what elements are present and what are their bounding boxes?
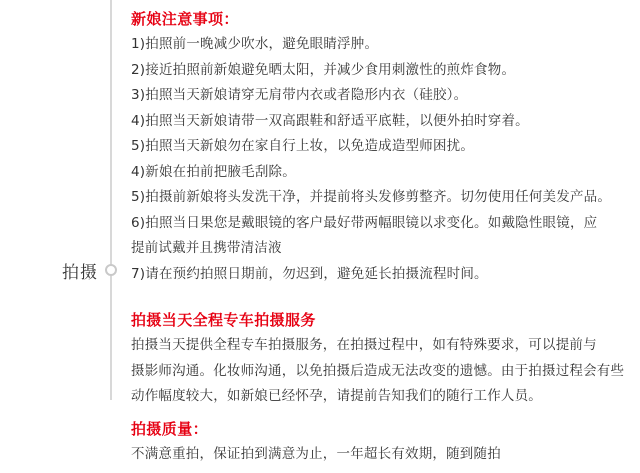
section-heading: 拍摄质量： [131, 419, 209, 438]
text-line: 5)拍摄前新娘将头发洗干净，并提前将头发修剪整齐。切勿使用任何美发产品。 [131, 189, 612, 205]
timeline-node-icon [105, 264, 117, 276]
text-line: 不满意重拍，保证拍到满意为止，一年超长有效期，随到随拍 [131, 445, 501, 462]
text-line: 动作幅度较大，如新娘已经怀孕，请提前告知我们的随行工作人员。 [131, 388, 542, 404]
text-line: 提前试戴并且携带清洁液 [131, 240, 282, 256]
text-line: 7)请在预约拍照日期前，勿迟到，避免延长拍摄流程时间。 [131, 265, 488, 282]
section-heading: 新娘注意事项： [131, 10, 239, 28]
text-line: 3)拍照当天新娘请穿无肩带内衣或者隐形内衣（硅胶）。 [131, 87, 468, 103]
text-line: 摄影师沟通。化妆师沟通，以免拍摄后造成无法改变的遗憾。由于拍摄过程会有些 [131, 362, 625, 379]
text-line: 6)拍照当日果您是戴眼镜的客户最好带两幅眼镜以求变化。如戴隐性眼镜，应 [131, 214, 598, 231]
text-line: 2)接近拍照前新娘避免晒太阳，并减少食用刺激性的煎炸食物。 [131, 61, 516, 78]
text-line: 拍摄当天提供全程专车拍摄服务，在拍摄过程中，如有特殊要求，可以提前与 [131, 337, 597, 353]
section-spacer [131, 293, 631, 307]
section-bride-notes [131, 0, 631, 287]
document-content [131, 0, 631, 473]
timeline-rail [110, 0, 112, 400]
section-heading: 拍摄当天全程专车拍摄服务 [131, 311, 316, 329]
text-line: 4)新娘在拍前把腋毛刮除。 [131, 163, 296, 180]
text-line: 1)拍照前一晚减少吹水，避免眼睛浮肿。 [131, 36, 379, 52]
section-shooting-day-service [131, 307, 631, 410]
timeline-stage-label: 拍摄 [62, 263, 98, 283]
section-shooting-quality [131, 416, 631, 468]
text-line: 4)拍照当天新娘请带一双高跟鞋和舒适平底鞋，以便外拍时穿着。 [131, 112, 529, 129]
text-line: 5)拍照当天新娘勿在家自行上妆，以免造成造型师困扰。 [131, 138, 475, 154]
